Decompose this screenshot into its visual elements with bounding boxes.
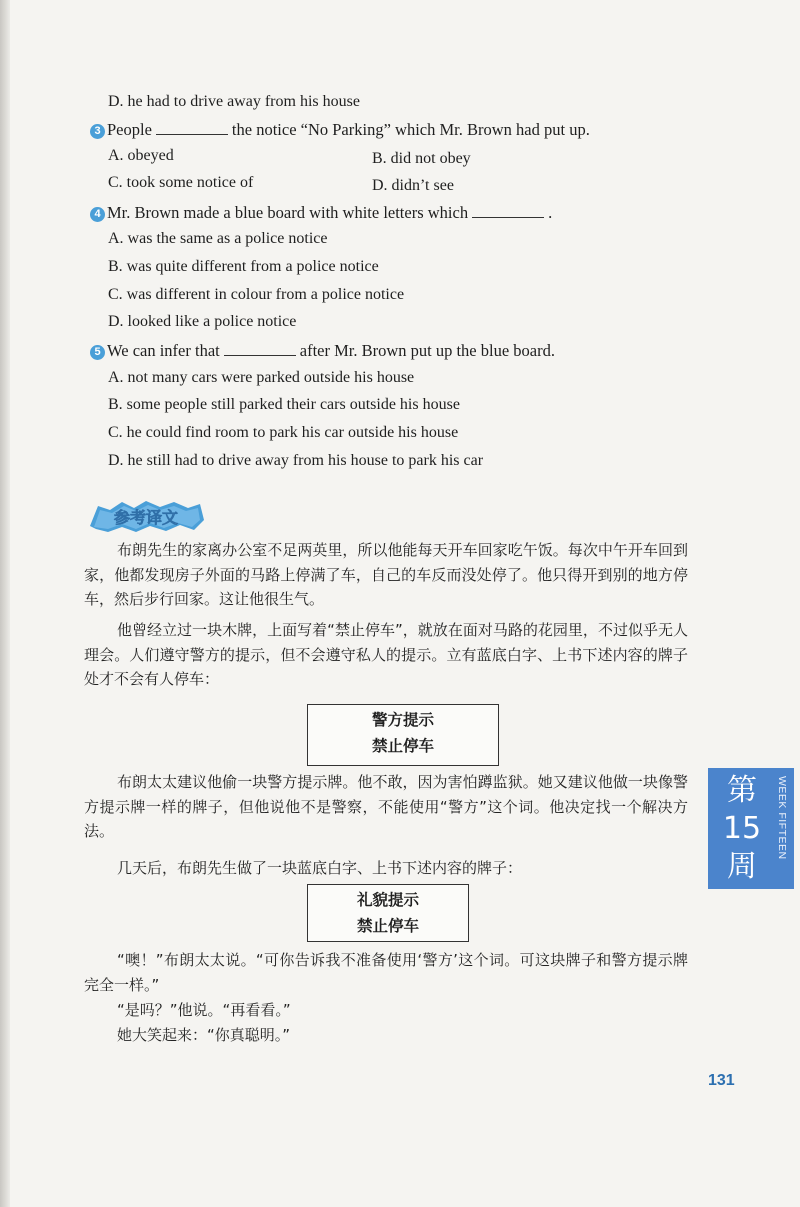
q5-option-d: D. he still had to drive away from his house to park his car — [108, 452, 484, 469]
sign-line-2: 禁止停车 — [356, 917, 419, 935]
translation-para-5 — [84, 948, 688, 997]
sign-line-2: 禁止停车 — [371, 737, 434, 755]
q3-option-b: B. did not obey — [372, 150, 471, 167]
question-4-stem-end: . — [548, 203, 553, 222]
polite-notice-sign — [307, 884, 469, 942]
answer-blank — [224, 341, 296, 356]
paragraph-text: “是吗？”他说。“再看看。” — [117, 1001, 291, 1019]
q2-option-d: D. he had to drive away from his house — [108, 93, 360, 110]
paragraph-text: 布朗太太建议他偷一块警方提示牌。他不敢，因为害怕蹲监狱。她又建议他做一块像警方提示牌一样的牌子，但他说他不是警察，不能使用“警方”这个词。他决定找一个解决方法。 — [84, 773, 688, 840]
translation-para-7 — [84, 1023, 688, 1048]
answer-blank — [156, 120, 228, 135]
paragraph-text: 几天后，布朗先生做了一块蓝底白字、上书下述内容的牌子： — [117, 859, 523, 877]
q5-option-b: B. some people still parked their cars outside his house — [108, 396, 460, 413]
translation-para-6 — [84, 998, 688, 1023]
translation-para-3 — [84, 770, 688, 844]
q3-option-a: A. obeyed — [108, 147, 174, 164]
question-3 — [90, 120, 590, 140]
q4-option-b: B. was quite different from a police notice — [108, 258, 379, 275]
sign-line-1: 警方提示 — [371, 711, 434, 729]
paragraph-text: “噢！”布朗太太说。“可你告诉我不准备使用‘警方’这个词。可这块牌子和警方提示牌完全一样。” — [84, 951, 688, 994]
question-3-stem-start: People — [107, 120, 152, 139]
question-5-stem-start: We can infer that — [107, 341, 220, 360]
answer-blank — [472, 203, 544, 218]
week-side-tab — [708, 768, 794, 889]
translation-para-1 — [84, 538, 688, 612]
paragraph-text: 她大笑起来：“你真聪明。” — [117, 1026, 291, 1044]
translation-para-2 — [84, 618, 688, 692]
paragraph-text: 他曾经立过一块木牌，上面写着“禁止停车”，就放在面对马路的花园里，不过似乎无人理会。人们遵守警方的提示，但不会遵守私人的提示。立有蓝底白字、上书下述内容的牌子处才不会有人停车： — [84, 621, 688, 688]
question-4 — [90, 203, 552, 223]
q4-option-a: A. was the same as a police notice — [108, 230, 328, 247]
sign-line-1: 礼貌提示 — [356, 891, 419, 909]
translation-para-4 — [84, 856, 688, 881]
question-number-4: 4 — [90, 207, 105, 222]
q5-option-c: C. he could find room to park his car outside his house — [108, 424, 459, 441]
q4-option-c: C. was different in colour from a police notice — [108, 286, 405, 303]
question-5-stem-end: after Mr. Brown put up the blue board. — [299, 341, 555, 360]
q3-option-c: C. took some notice of — [108, 174, 254, 191]
question-number-5: 5 — [90, 345, 105, 360]
page-number: 131 — [708, 1072, 735, 1089]
banner-ribbon-icon — [88, 496, 208, 536]
paragraph-text: 布朗先生的家离办公室不足两英里，所以他能每天开车回家吃午饭。每次中午开车回到家，他都发现房子外面的马路上停满了车，自己的车反而没处停了。他只得开到别的地方停车，然后步行回家。这让他很生气。 — [84, 541, 688, 608]
banner-label: 参考译文 — [113, 508, 179, 527]
question-3-stem-end: the notice “No Parking” which Mr. Brown had put up. — [231, 120, 590, 139]
q5-option-a: A. not many cars were parked outside his house — [108, 369, 415, 386]
page-spine — [0, 0, 10, 1207]
question-number-3: 3 — [90, 124, 105, 139]
question-5 — [90, 341, 555, 361]
q3-option-d: D. didn’t see — [372, 177, 454, 194]
police-notice-sign — [307, 704, 499, 766]
translation-banner — [88, 496, 208, 536]
q4-option-d: D. looked like a police notice — [108, 313, 297, 330]
question-4-stem-start: Mr. Brown made a blue board with white letters which — [107, 203, 469, 222]
week-label-english: WEEK FIFTEEN — [776, 776, 788, 860]
week-label-chinese: 第15周 — [722, 773, 762, 884]
